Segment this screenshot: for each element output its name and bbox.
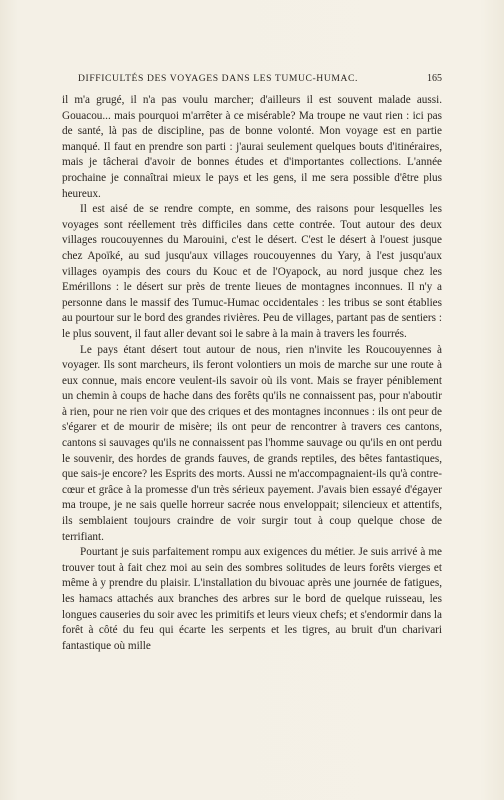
paragraph-4: Pourtant je suis parfaitement rompu aux exigences du métier. Je suis arrivé à me trouver tout à fait chez moi au sein des sombres solitudes de leurs forêts vierges et même à y prendre du plaisir. L'installation du bivouac après une journée de fatigues, les hamacs attachés aux branches des arbres sur le bord de quelque ruisseau, les longues causeries du soir avec les primitifs et leurs vieux chefs; et s'endormir dans la forêt à côté du feu qui écarte les serpents et les tigres, au bruit d'un charivari fantastique où mille bbox=[62, 546, 442, 652]
paragraph-2: Il est aisé de se rendre compte, en somme, des raisons pour lesquelles les voyages sont réellement très difficiles dans cette contrée. Tout autour des deux villages roucouyennes du Marouini, c'est le désert. C'est le désert à l'ouest jusque chez Apoïké, au sud jusqu'aux villages roucouyennes du Yary, à l'est jusqu'aux villages oyampis des cours du Kouc et de l'Oyapock, au nord jusque chez les Emérillons : le désert sur près de trente lieues de montagnes inconnues. Il n'y a personne dans le massif des Tumuc-Humac occidentales : les tribus se sont établies au pourtour sur le bord des grandes rivières. Peu de villages, partant pas de sentiers : le plus souvent, il faut aller devant soi le sabre à la main à travers les fourrés. bbox=[62, 203, 442, 340]
paragraph-3: Le pays étant désert tout autour de nous, rien n'invite les Roucouyennes à voyager. Ils sont marcheurs, ils feront volontiers un mois de marche sur une route à eux connue, mais encore veulent-ils savoir où ils vont. Mais se frayer péniblement un chemin à coups de hache dans des forêts qu'ils ne connaissent pas, pour n'aboutir à rien, pour ne rien voir que des criques et des montagnes inconnues : ils ont peur de s'égarer et de mourir de misère; ils ont peur de rencontrer à travers ces cantons, cantons si sauvages qu'ils ne connaissent pas l'homme sauvage ou qu'ils en ont perdu le souvenir, des hordes de grands fauves, de grands reptiles, des bêtes fantastiques, que sais-je encore? les Esprits des morts. Aussi ne m'accompagnaient-ils qu'à contre-cœur et grâce à la promesse d'un très sérieux payement. J'avais bien essayé d'égayer ma troupe, je ne sais quelle horreur sacrée nous enveloppait; silencieux et attentifs, ils semblaient toujours craindre de voir surgir tout à coup quelque chose de terrifiant. bbox=[62, 343, 442, 543]
page-header bbox=[62, 73, 442, 87]
running-title: DIFFICULTÉS DES VOYAGES DANS LES TUMUC-HUMAC. bbox=[78, 73, 359, 84]
paragraph-1: il m'a grugé, il n'a pas voulu marcher; d'ailleurs il est souvent malade aussi. Gouacou... mais pourquoi m'arrêter à ce misérable? Ma troupe ne vaut rien : ici pas de santé, là pas de discipline, pas de bonne volonté. Mon voyage est en partie manqué. Il faut en prendre son parti : j'aurai seulement quelques bouts d'itinéraires, mais je tâcherai d'avoir de bonnes études et d'importantes collections. L'année prochaine je connaîtrai mieux le pays et les gens, il me sera possible d'être plus heureux. bbox=[62, 94, 442, 200]
body-text bbox=[62, 93, 442, 654]
page-number: 165 bbox=[427, 73, 442, 84]
